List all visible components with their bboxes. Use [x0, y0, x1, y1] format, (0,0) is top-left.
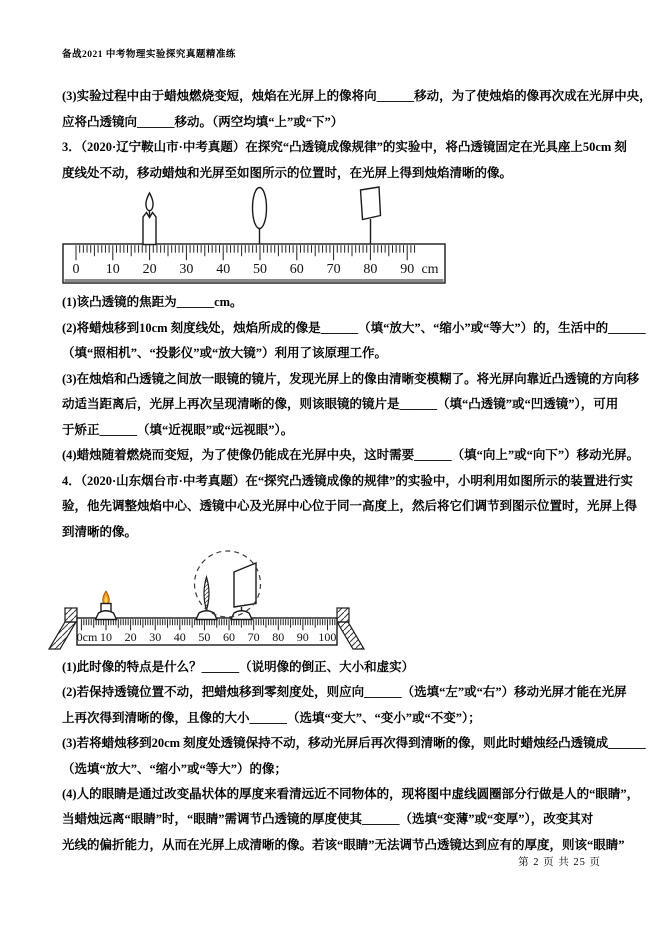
ruler-label: 40: [216, 262, 231, 277]
candle-icon: [96, 591, 117, 620]
page-footer: 第 2 页 共 25 页: [518, 857, 601, 868]
text-line: (4)蜡烛随着燃烧而变短，为了使像仍能成在光屏中央，这时需要______（填“向上”或“向下”）移动光屏。: [62, 448, 640, 462]
diagram-optical-bench-2: [38, 546, 368, 654]
diagram2-svg: [38, 546, 368, 654]
text-line: 4．（2020·山东烟台市·中考真题）在“探究凸透镜成像的规律”的实验中，小明利用如图所示的装置进行实: [62, 473, 633, 488]
text-line: 应将凸透镜向______移动。（两空均填“上”或“下”）: [62, 114, 344, 129]
bench-label: 10: [100, 630, 112, 644]
bench-right-leg: [337, 608, 364, 649]
text-line: 验，他先调整烛焰中心、透镜中心及光屏中心位于同一高度上，然后将它们调节到图示位置时，光屏上得: [62, 499, 638, 513]
ruler-label: 30: [179, 262, 194, 277]
text-line: 度线处不动，移动蜡烛和光屏至如图所示的位置时，在光屏上得到烛焰清晰的像。: [62, 165, 513, 180]
text-line: 当蜡烛远离“眼睛”时，“眼睛”需调节凸透镜的厚度使其______（选填“变薄”或“变厚”），改变其对: [62, 812, 594, 827]
bench-label: 60: [223, 630, 235, 644]
convex-lens-icon: [253, 188, 267, 245]
convex-lens-icon: [196, 577, 217, 620]
ruler-unit-label: cm: [421, 262, 439, 277]
ruler-label: 60: [289, 262, 304, 277]
diagram1-svg: [62, 186, 452, 290]
ruler: [63, 244, 445, 283]
optical-bench-rail: [77, 618, 337, 645]
text-line: (2)将蜡烛移到10cm 刻度线处，烛焰所成的像是______（填“放大”、“缩小”或“等大”）的，生活中的______: [62, 320, 646, 335]
question-4-text: [62, 655, 646, 858]
bench-label: 90: [296, 630, 309, 644]
bench-label: 50: [198, 630, 211, 644]
ruler-label: 90: [400, 262, 415, 277]
bench-label: 20: [124, 630, 137, 644]
bench-label: 30: [149, 630, 162, 644]
text-line: 于矫正______（填“近视眼”或“远视眼”）。: [62, 422, 294, 437]
bench-label: 100: [318, 630, 337, 644]
text-line: (3)实验过程中由于蜡烛燃烧变短，烛焰在光屏上的像将向______移动，为了使烛焰的像再次成在光屏中央，: [62, 89, 652, 103]
bench-label: 70: [247, 630, 260, 644]
text-line: (3)若将蜡烛移到20cm 刻度处透镜保持不动，移动光屏后再次得到清晰的像，则此时蜡烛经凸透镜成______: [62, 736, 646, 751]
diagram-optical-bench-1: [62, 186, 452, 290]
question-3-text: [62, 84, 652, 186]
bench-label: 0cm: [76, 630, 98, 644]
text-line: 光线的偏折能力，从而在光屏上成清晰的像。若该“眼睛”无法调节凸透镜达到应有的厚度，则该“眼睛”: [62, 837, 625, 852]
bench-label: 80: [272, 630, 285, 644]
ruler-label: 80: [363, 262, 378, 277]
text-line: (1)此时像的特点是什么？______（说明像的倒正、大小和虚实）: [62, 660, 415, 674]
ruler-label: 0: [72, 262, 80, 277]
doc-header: 备战2021 中考物理实验探究真题精准练: [62, 50, 236, 60]
text-line: (1)该凸透镜的焦距为______cm。: [62, 295, 243, 309]
ruler-label: 50: [253, 262, 267, 277]
ruler-label: 20: [142, 262, 157, 277]
question-3-4-text: [62, 290, 646, 545]
bench-left-leg: [49, 608, 77, 649]
text-line: (4)人的眼睛是通过改变晶状体的厚度来看清远近不同物体的，现将图中虚线圆圈部分行做是人的“眼睛”，: [62, 786, 640, 801]
text-line: 到清晰的像。: [62, 524, 138, 539]
ruler-shadow-edge: [65, 279, 444, 282]
bench-label: 40: [173, 630, 186, 644]
ruler-label: 70: [326, 262, 341, 277]
light-screen-icon: [231, 563, 256, 620]
light-screen-icon: [361, 187, 381, 245]
candle-icon: [143, 193, 156, 245]
ruler-label: 10: [105, 262, 120, 277]
text-line: （填“照相机”、“投影仪”或“放大镜”）利用了该原理工作。: [62, 346, 388, 360]
text-line: 上再次得到清晰的像，且像的大小______（选填“变大”、“变小”或“不变”）；: [62, 710, 481, 725]
text-line: (3)在烛焰和凸透镜之间放一眼镜的镜片，发现光屏上的像由清晰变模糊了。将光屏向靠近凸透镜的方向移: [62, 371, 640, 386]
text-line: (2)若保持透镜位置不动，把蜡烛移到零刻度处，则应向______（选填“左”或“右”）移动光屏才能在光屏: [62, 685, 627, 700]
text-line: 3．（2020·辽宁鞍山市·中考真题）在探究“凸透镜成像规律”的实验中，将凸透镜固定在光具座上50cm 刻: [62, 140, 627, 154]
text-line: 动适当距离后，光屏上再次呈现清晰的像，则该眼镜的镜片是______（填“凸透镜”或“凹透镜”），可用: [62, 397, 619, 411]
text-line: （选填“放大”、“缩小”或“等大”）的像；: [62, 761, 288, 776]
